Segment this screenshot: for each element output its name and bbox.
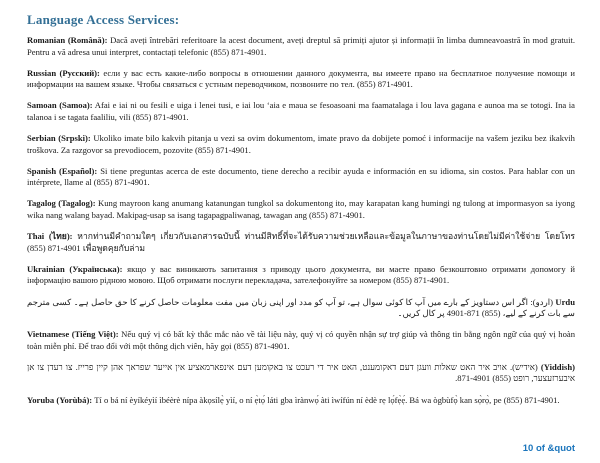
language-text: Tí o bá ní èyíkéyìí ìbéèrè nípa àkọsílẹ̀ yìí, o ní ẹ̀tọ́ láti gba ìrànwọ́ àti ìwífún ní èdè rẹ lọ́fẹ̀ẹ́. Bá wa ògbùfọ̀ kan sọ̀rọ̀, pe (855) 871-4901. <box>94 394 560 405</box>
language-text: Ukoliko imate bilo kakvih pitanja u vezi sa ovim dokumentom, imate pravo da dobijete pomoć i informacije na vašem jeziku bez ikakvih troškova. Za razgovor sa prevodiocem, pozovite (855) 871-4901. <box>27 133 575 155</box>
language-text: Kung mayroon kang anumang katanungan tungkol sa dokumentong ito, may karapatan kang humingi ng tulong at impormasyon sa iyong wika nang walang bayad. Makipag-usap sa isang tagapagpaliwanag, tawagan ang (855) 871-4901. <box>27 198 575 221</box>
language-label: Ukrainian (Українська): <box>27 263 123 274</box>
language-paragraph-list <box>27 35 575 406</box>
language-paragraph-vietnamese <box>27 329 575 352</box>
language-text: если у вас есть какие-либо вопросы в отношении данного документа, вы имеете право на бесплатное получение помощи и информации на вашем языке. Чтобы связаться с устным переводчиком, позвоните по тел. (855) 871-4901. <box>27 67 576 90</box>
language-text: (אידיש). אויב איר האט שאלות וועגן דעם דאקומענט, האט איר די רעכט צו באקומען דעם אינפארמאציע אין אייער שפראך אהן קיין פרייז. צו רעדן צו אן איבערזעצער, רופט (855) 871-4901. <box>27 361 575 384</box>
language-paragraph-samoan <box>27 100 575 123</box>
language-label: Yoruba (Yorùbá): <box>27 394 93 405</box>
language-text: (اردو): اگر اس دستاویز کے بارے میں آپ کا کوئی سوال ہے، تو آپ کو مدد اور اپنی زبان میں مفت معلومات حاصل کرنے کا حق حاصل ہے۔ کسی مترجم سے بات کرنے کے لیے، (855) 871-4901 پر کال کریں۔ <box>27 296 575 319</box>
language-label: Urdu <box>555 296 575 307</box>
language-text: Si tiene preguntas acerca de este documento, tiene derecho a recibir ayuda e información en su idioma, sin costos. Para hablar con un intérprete, llame al (855) 871-4901. <box>27 165 575 188</box>
language-text: หากท่านมีคำถามใดๆ เกี่ยวกับเอกสารฉบับนี้ ท่านมีสิทธิ์ที่จะได้รับความช่วยเหลือและข้อมูลในภาษาของท่านโดยไม่มีค่าใช้จ่าย โดยโทร (855) 871-4901 เพื่อพูดคุยกับล่าม <box>27 231 575 253</box>
language-paragraph-ukrainian <box>27 264 575 287</box>
language-paragraph-yoruba <box>27 395 575 407</box>
language-label: Romanian (Română): <box>27 35 108 45</box>
language-paragraph-thai <box>27 231 575 254</box>
language-text: Nếu quý vị có bất kỳ thắc mắc nào về tài liệu này, quý vị có quyền nhận sự trợ giúp và thông tin bằng ngôn ngữ của quý vị hoàn toàn miễn phí. Để trao đổi với một thông dịch viên, hãy gọi (855) 871-4901. <box>27 329 575 351</box>
page-number: 10 of &quot <box>522 443 575 454</box>
language-label: Tagalog (Tagalog): <box>27 198 96 209</box>
language-paragraph-russian <box>27 68 575 91</box>
language-label: Thai (ไทย): <box>27 231 73 242</box>
language-paragraph-spanish <box>27 166 575 189</box>
language-paragraph-serbian <box>27 133 575 156</box>
language-paragraph-romanian <box>27 35 575 58</box>
language-label: Vietnamese (Tiếng Việt): <box>27 329 119 340</box>
language-paragraph-tagalog <box>27 198 575 221</box>
language-label: Samoan (Samoa): <box>27 100 93 111</box>
page-title: Language Access Services: <box>27 12 180 27</box>
language-label: (Yiddish) <box>540 361 575 372</box>
language-text: Dacă aveți întrebări referitoare la acest document, aveți dreptul să primiți ajutor și informații în limba dumneavoastră în mod gratuit. Pentru a vă adresa unui interpret, contactați telefonic (855) 871-4901. <box>27 35 575 57</box>
language-text: Afai e iai ni ou fesili e uiga i lenei tusi, e iai lou ‘aia e maua se fesoasoani ma faamatalaga i lou lava gagana e aunoa ma se totogi. Ina ia talanoa i se tagata faaliliu, vili (855) 871-4901. <box>27 100 575 122</box>
language-paragraph-yiddish <box>27 362 575 385</box>
language-paragraph-urdu <box>27 297 575 320</box>
language-label: Spanish (Español): <box>27 165 98 176</box>
language-label: Serbian (Srpski): <box>27 133 91 144</box>
language-text: якщо у вас виникають запитання з приводу цього документа, ви маєте право безкоштовно отримати допомогу й інформацію вашою рідною мовою. Щоб отримати послуги перекладача, зателефонуйте за номером (855) 871-4901. <box>27 263 575 286</box>
language-label: Russian (Русский): <box>27 67 100 78</box>
